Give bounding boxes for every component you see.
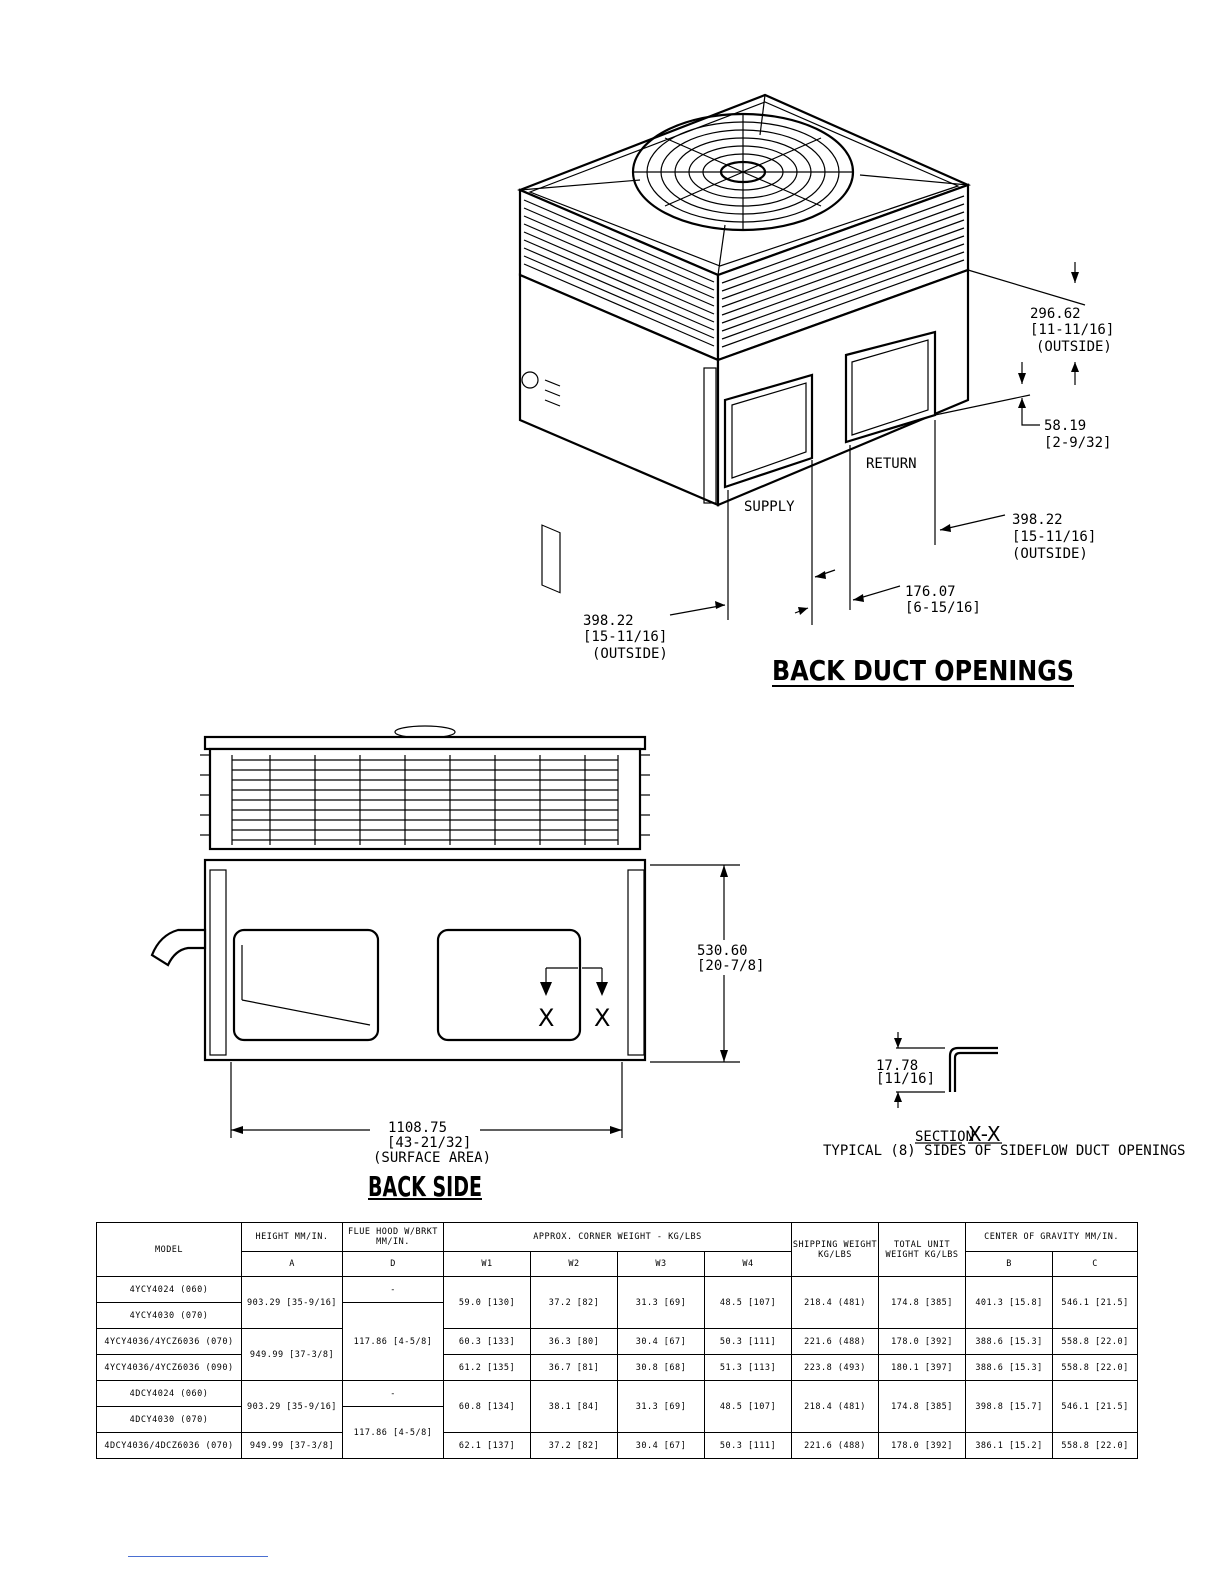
header-w1: W1 (444, 1252, 531, 1277)
cell-b: 398.8 [15.7] (966, 1381, 1053, 1433)
cell-w4: 48.5 [107] (705, 1277, 792, 1329)
supply-width-value: 398.22 (583, 613, 634, 629)
cell-total: 178.0 [392] (879, 1329, 966, 1355)
offset-dim-frac: [2-9/32] (1044, 435, 1112, 451)
cell-w2: 36.7 [81] (531, 1355, 618, 1381)
back-side-drawing (152, 726, 764, 1200)
gap-dim-value: 176.07 (905, 584, 956, 600)
cell-total: 180.1 [397] (879, 1355, 966, 1381)
cell-w2: 37.2 [82] (531, 1277, 618, 1329)
section-xx-drawing (823, 1032, 1185, 1159)
cell-model: 4DCY4036/4DCZ6036 (070) (97, 1433, 242, 1459)
cell-w1: 60.3 [133] (444, 1329, 531, 1355)
header-height: HEIGHT MM/IN. (242, 1223, 343, 1252)
cell-w1: 61.2 [135] (444, 1355, 531, 1381)
cell-w2: 38.1 [84] (531, 1381, 618, 1433)
cell-height: 903.29 [35-9/16] (242, 1381, 343, 1433)
cell-b: 401.3 [15.8] (966, 1277, 1053, 1329)
cell-total: 178.0 [392] (879, 1433, 966, 1459)
cell-shipping: 218.4 (481) (792, 1277, 879, 1329)
cell-w1: 60.8 [134] (444, 1381, 531, 1433)
cell-w2: 36.3 [80] (531, 1329, 618, 1355)
back-duct-openings-title: BACK DUCT OPENINGS (772, 654, 1074, 687)
cell-shipping: 223.8 (493) (792, 1355, 879, 1381)
cell-shipping: 221.6 (488) (792, 1329, 879, 1355)
height-dim-note: (OUTSIDE) (1036, 339, 1112, 355)
section-dim-frac: [11/16] (876, 1071, 936, 1087)
cell-flue: - (343, 1277, 444, 1303)
height-dim-value: 296.62 (1030, 306, 1081, 322)
header-w4: W4 (705, 1252, 792, 1277)
cell-shipping: 221.6 (488) (792, 1433, 879, 1459)
table-row (97, 1329, 1138, 1355)
cell-w1: 59.0 [130] (444, 1277, 531, 1329)
section-marker-right: X (594, 1004, 611, 1032)
cell-c: 546.1 [21.5] (1053, 1381, 1138, 1433)
header-flue: FLUE HOOD W/BRKT MM/IN. (343, 1223, 444, 1252)
height-dim-frac: [11-11/16] (1030, 322, 1115, 338)
gap-dim-frac: [6-15/16] (905, 600, 981, 616)
section-label: X-X (968, 1122, 1001, 1146)
cell-b: 388.6 [15.3] (966, 1355, 1053, 1381)
cell-w3: 30.4 [67] (618, 1329, 705, 1355)
cell-height: 903.29 [35-9/16] (242, 1277, 343, 1329)
cell-flue: 117.86 [4-5/8] (343, 1303, 444, 1381)
cell-c: 558.8 [22.0] (1053, 1329, 1138, 1355)
cell-model: 4DCY4024 (060) (97, 1381, 242, 1407)
return-width-value: 398.22 (1012, 512, 1063, 528)
table-row (97, 1277, 1138, 1303)
section-caption: TYPICAL (8) SIDES OF SIDEFLOW DUCT OPENINGS (823, 1143, 1186, 1159)
cell-w3: 31.3 [69] (618, 1277, 705, 1329)
cell-height: 949.99 [37-3/8] (242, 1433, 343, 1459)
return-label: RETURN (866, 456, 917, 472)
back-width-frac: [43-21/32] (387, 1135, 472, 1151)
header-shipping-weight: SHIPPING WEIGHT KG/LBS (792, 1223, 879, 1277)
supply-width-frac: [15-11/16] (583, 629, 668, 645)
cell-model: 4DCY4030 (070) (97, 1407, 242, 1433)
weight-specification-table (96, 1222, 1138, 1459)
section-dim-value: 17.78 (876, 1058, 919, 1074)
cell-c: 546.1 [21.5] (1053, 1277, 1138, 1329)
fan-grille (633, 114, 853, 230)
cell-total: 174.8 [385] (879, 1381, 966, 1433)
cell-flue: 117.86 [4-5/8] (343, 1407, 444, 1459)
cell-model: 4YCY4024 (060) (97, 1277, 242, 1303)
back-height-frac: [20-7/8] (697, 958, 765, 974)
header-d: D (343, 1252, 444, 1277)
header-b: B (966, 1252, 1053, 1277)
cell-height: 949.99 [37-3/8] (242, 1329, 343, 1381)
header-w2: W2 (531, 1252, 618, 1277)
header-model: MODEL (97, 1223, 242, 1277)
footer-link-underline[interactable] (128, 1556, 268, 1557)
cell-w2: 37.2 [82] (531, 1433, 618, 1459)
flue-hood (152, 930, 205, 965)
header-c: C (1053, 1252, 1138, 1277)
header-a: A (242, 1252, 343, 1277)
supply-label: SUPPLY (744, 499, 795, 515)
isometric-unit-drawing (520, 95, 1114, 687)
cell-shipping: 218.4 (481) (792, 1381, 879, 1433)
back-height-value: 530.60 (697, 943, 748, 959)
cell-c: 558.8 [22.0] (1053, 1355, 1138, 1381)
cell-c: 558.8 [22.0] (1053, 1433, 1138, 1459)
offset-dim-value: 58.19 (1044, 418, 1087, 434)
header-center-gravity: CENTER OF GRAVITY MM/IN. (966, 1223, 1138, 1252)
cell-w3: 30.8 [68] (618, 1355, 705, 1381)
cell-model: 4YCY4030 (070) (97, 1303, 242, 1329)
cell-b: 388.6 [15.3] (966, 1329, 1053, 1355)
section-marker-left: X (538, 1004, 555, 1032)
cell-w4: 50.3 [111] (705, 1329, 792, 1355)
cell-w4: 50.3 [111] (705, 1433, 792, 1459)
table-row (97, 1433, 1138, 1459)
header-corner-weight: APPROX. CORNER WEIGHT - KG/LBS (444, 1223, 792, 1252)
table-row (97, 1381, 1138, 1407)
cell-w3: 30.4 [67] (618, 1433, 705, 1459)
cell-b: 386.1 [15.2] (966, 1433, 1053, 1459)
cell-model: 4YCY4036/4YCZ6036 (070) (97, 1329, 242, 1355)
cell-model: 4YCY4036/4YCZ6036 (090) (97, 1355, 242, 1381)
return-width-note: (OUTSIDE) (1012, 546, 1088, 562)
cell-w3: 31.3 [69] (618, 1381, 705, 1433)
return-width-frac: [15-11/16] (1012, 529, 1097, 545)
header-w3: W3 (618, 1252, 705, 1277)
cell-w4: 48.5 [107] (705, 1381, 792, 1433)
back-side-title: BACK SIDE (368, 1170, 482, 1200)
cell-flue: - (343, 1381, 444, 1407)
supply-width-note: (OUTSIDE) (592, 646, 668, 662)
back-return-opening (438, 930, 580, 1040)
cell-w1: 62.1 [137] (444, 1433, 531, 1459)
cell-total: 174.8 [385] (879, 1277, 966, 1329)
section-prefix: SECTION (915, 1129, 975, 1145)
back-width-note: (SURFACE AREA) (373, 1150, 492, 1166)
back-width-value: 1108.75 (388, 1120, 448, 1136)
header-total-weight: TOTAL UNIT WEIGHT KG/LBS (879, 1223, 966, 1277)
cell-w4: 51.3 [113] (705, 1355, 792, 1381)
back-supply-opening (234, 930, 378, 1040)
